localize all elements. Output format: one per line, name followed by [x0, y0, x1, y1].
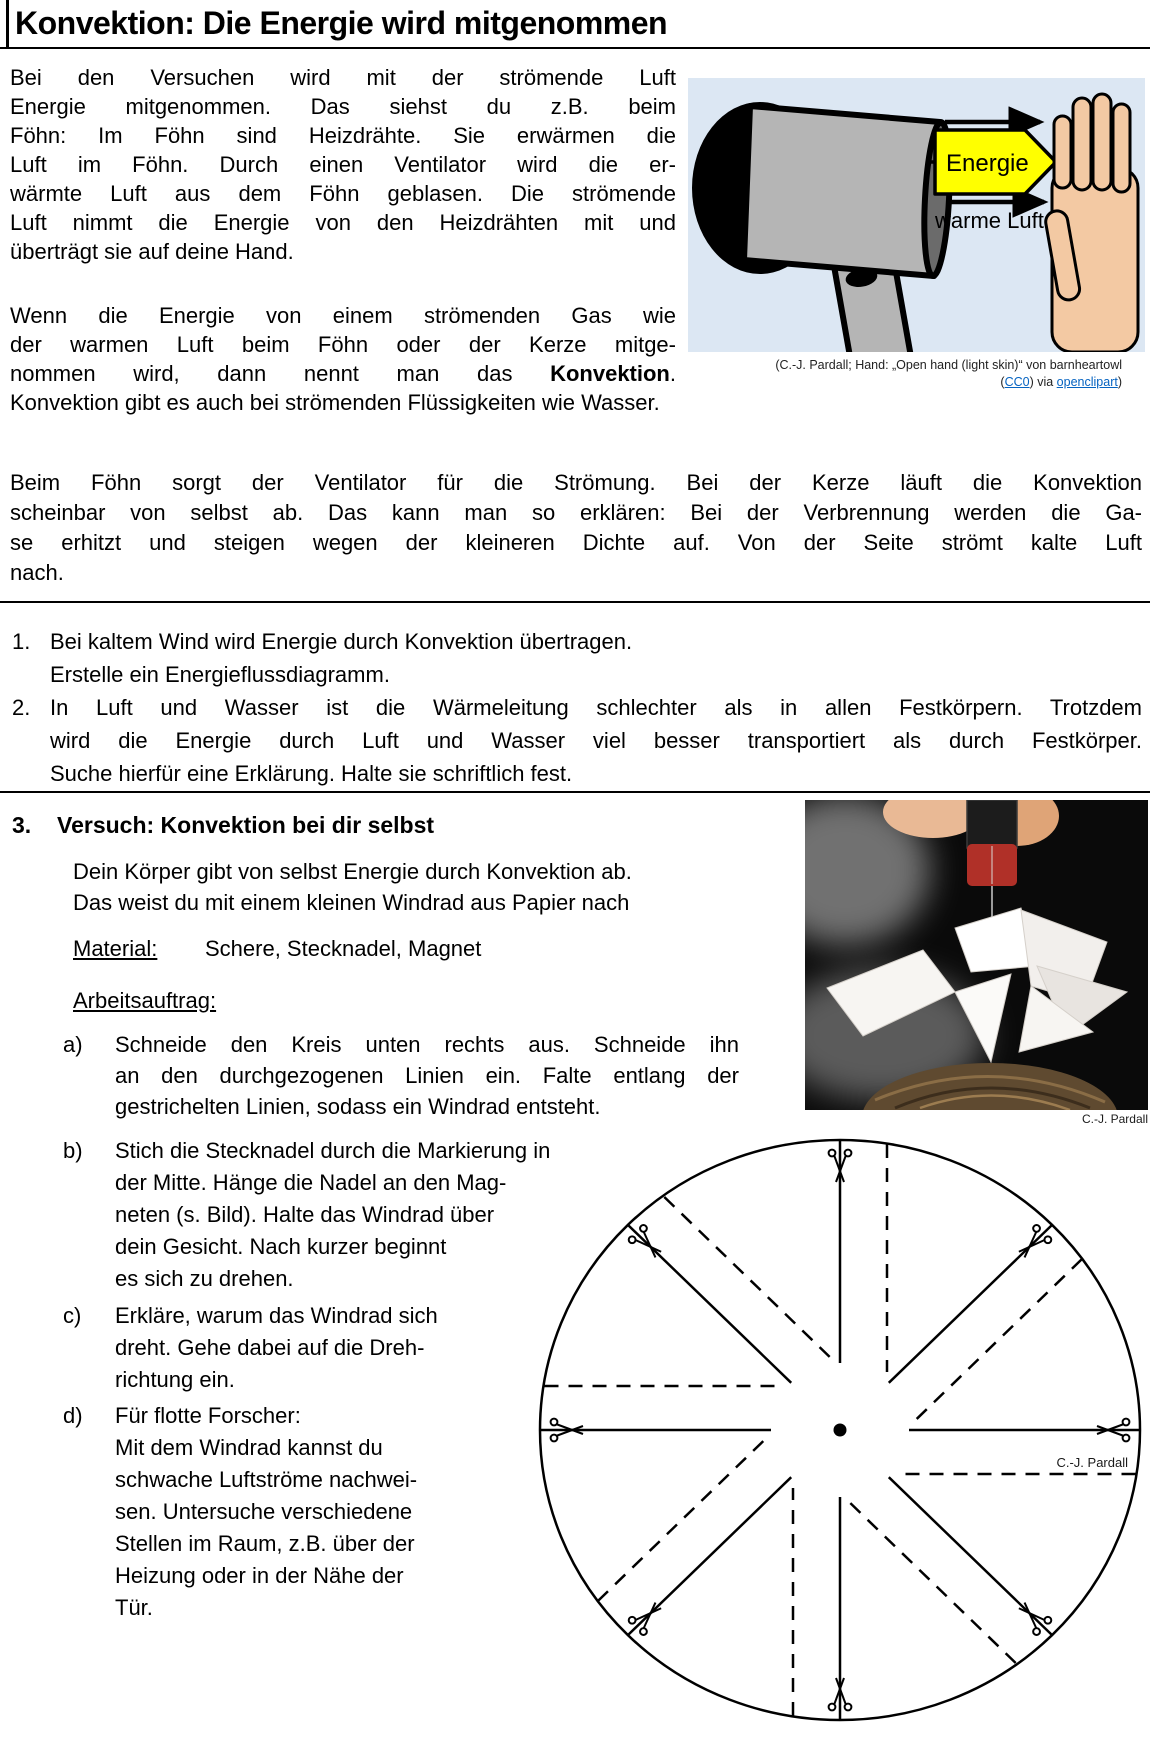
- text-line: Mit dem Windrad kannst du: [115, 1435, 383, 1460]
- text-line: scheinbar von selbst ab. Das kann man so erklären: Bei der Verbrennung werden die Ga-: [10, 500, 1142, 525]
- task-2-number: 2.: [12, 695, 31, 720]
- subtask-a-text: [115, 1029, 739, 1122]
- text-line: Beim Föhn sorgt der Ventilator für die Strömung. Bei der Kerze läuft die Konvektion: [10, 470, 1142, 495]
- paragraph-text: nommen wird, dann nennt man das: [10, 361, 551, 386]
- intro-paragraph-1: [10, 63, 676, 266]
- photo-credit: C.-J. Pardall: [1081, 1112, 1148, 1126]
- text-line: Suche hierfür eine Erklärung. Halte sie schriftlich fest.: [50, 761, 573, 786]
- caption-text: ) via: [1029, 375, 1057, 389]
- hand-illustration: [1044, 94, 1138, 352]
- task-3-heading: Versuch: Konvektion bei dir selbst: [57, 812, 435, 838]
- text-line: Erkläre, warum das Windrad sich: [115, 1303, 438, 1328]
- task-1: [12, 625, 1142, 691]
- magnet: [967, 800, 1017, 886]
- text-line: schwache Luftströme nachwei-: [115, 1467, 418, 1492]
- task-3-number: 3.: [12, 812, 32, 838]
- figure-caption: [640, 357, 1122, 391]
- warm-air-label: warme Luft: [935, 208, 1044, 233]
- divider-rule-2: [0, 791, 1150, 793]
- material-row: [73, 934, 157, 963]
- task-2: [12, 691, 1142, 790]
- text-line: wird die Energie durch Luft und Wasser viel besser transportiert als durch Festkörper.: [50, 728, 1142, 753]
- center-pin-mark: [834, 1424, 847, 1437]
- text-line: Für flotte Forscher:: [115, 1403, 301, 1428]
- energy-arrow-label: Energie: [946, 150, 1029, 177]
- text-line: Heizung oder in der Nähe der: [115, 1563, 404, 1588]
- subtask-a: [63, 1029, 743, 1122]
- subtask-c-label: c): [63, 1303, 82, 1328]
- task-1-text: [50, 625, 1142, 691]
- template-credit: C.-J. Pardall: [1056, 1455, 1128, 1470]
- keyword-konvektion: Konvektion: [550, 361, 670, 386]
- text-line: an den durchgezogenen Linien ein. Falte entlang der: [115, 1063, 739, 1088]
- figure-caption-line1: (C.-J. Pardall; Hand: „Open hand (light skin)“ von barnheartowl: [775, 358, 1122, 372]
- text-line: gestrichelten Linien, sodass ein Windrad entsteht.: [115, 1094, 601, 1119]
- material-value: Schere, Stecknadel, Magnet: [205, 936, 482, 961]
- pinwheel-template-art: [480, 1120, 1150, 1741]
- text-line: Das weist du mit einem kleinen Windrad aus Papier nach: [73, 890, 630, 915]
- pinwheel-photo: [805, 800, 1148, 1110]
- text-line: überträgt sie auf deine Hand.: [10, 239, 294, 264]
- text-line: Wenn die Energie von einem strömenden Gas wie: [10, 303, 676, 328]
- instructions-label: Arbeitsauftrag:: [73, 988, 217, 1013]
- text-line: dreht. Gehe dabei auf die Dreh-: [115, 1335, 425, 1360]
- text-line: dein Gesicht. Nach kurzer beginnt: [115, 1234, 447, 1259]
- hairdryer-illustration: [688, 78, 1145, 352]
- title-bar: [0, 0, 1150, 49]
- text-line: Stich die Stecknadel durch die Markierung in: [115, 1138, 551, 1163]
- subtask-a-label: a): [63, 1032, 83, 1057]
- divider-rule-1: [0, 601, 1150, 603]
- text-line: Bei den Versuchen wird mit der strömende Luft: [10, 65, 676, 90]
- intro-paragraph-2: [10, 301, 676, 359]
- hairdryer-figure: [688, 78, 1145, 352]
- text-line: Bei kaltem Wind wird Energie durch Konvektion übertragen.: [50, 629, 633, 654]
- text-line: der warmen Luft beim Föhn oder der Kerze mitge-: [10, 332, 676, 357]
- material-label: Material:: [73, 936, 158, 961]
- text-line: richtung ein.: [115, 1367, 235, 1392]
- task-2-text: [50, 691, 1142, 790]
- text-line: Stellen im Raum, z.B. über der: [115, 1531, 415, 1556]
- pinwheel-template: [480, 1120, 1150, 1741]
- experiment-intro: [73, 856, 632, 918]
- text-line: se erhitzt und steigen wegen der kleineren Dichte auf. Von der Seite strömt kalte Luft: [10, 530, 1142, 555]
- text-line: In Luft und Wasser ist die Wärmeleitung schlechter als in allen Festkörpern. Trotzdem: [50, 695, 1142, 720]
- hairdryer-barrel: [744, 106, 940, 276]
- openclipart-link[interactable]: openclipart: [1056, 375, 1118, 389]
- text-line: neten (s. Bild). Halte das Windrad über: [115, 1202, 495, 1227]
- text-line: es sich zu drehen.: [115, 1266, 294, 1291]
- text-line: Luft nimmt die Energie von den Heizdrähten mit und: [10, 210, 676, 235]
- page-title: Konvektion: Die Energie wird mitgenommen: [6, 0, 675, 48]
- intro-paragraph-3: [10, 468, 1142, 588]
- text-line: Dein Körper gibt von selbst Energie durch Konvektion ab.: [73, 859, 632, 884]
- task-1-number: 1.: [12, 629, 31, 654]
- intro-paragraph-2-line3: [10, 359, 676, 388]
- subtask-d-label: d): [63, 1403, 83, 1428]
- pinwheel-photo-art: [805, 800, 1148, 1110]
- paragraph-text: .: [669, 361, 676, 386]
- text-line: Schneide den Kreis unten rechts aus. Schneide ihn: [115, 1032, 739, 1057]
- text-line: Erstelle ein Energieflussdiagramm.: [50, 662, 390, 687]
- caption-text: ): [1117, 375, 1122, 389]
- text-line: Luft im Föhn. Durch einen Ventilator wird die er-: [10, 152, 676, 177]
- text-line: der Mitte. Hänge die Nadel an den Mag-: [115, 1170, 507, 1195]
- text-line: Energie mitgenommen. Das siehst du z.B. beim: [10, 94, 676, 119]
- caption-text: (: [1000, 375, 1005, 389]
- text-line: wärmte Luft aus dem Föhn geblasen. Die strömende: [10, 181, 676, 206]
- text-line: sen. Untersuche verschiedene: [115, 1499, 413, 1524]
- cc0-link[interactable]: CC0: [1004, 375, 1030, 389]
- intro-paragraph-2-last: Konvektion gibt es auch bei strömenden Flüssigkeiten wie Wasser.: [10, 390, 660, 415]
- text-line: nach.: [10, 560, 64, 585]
- text-line: Tür.: [115, 1595, 153, 1620]
- subtask-b-label: b): [63, 1138, 83, 1163]
- text-line: Föhn: Im Föhn sind Heizdrähte. Sie erwärmen die: [10, 123, 676, 148]
